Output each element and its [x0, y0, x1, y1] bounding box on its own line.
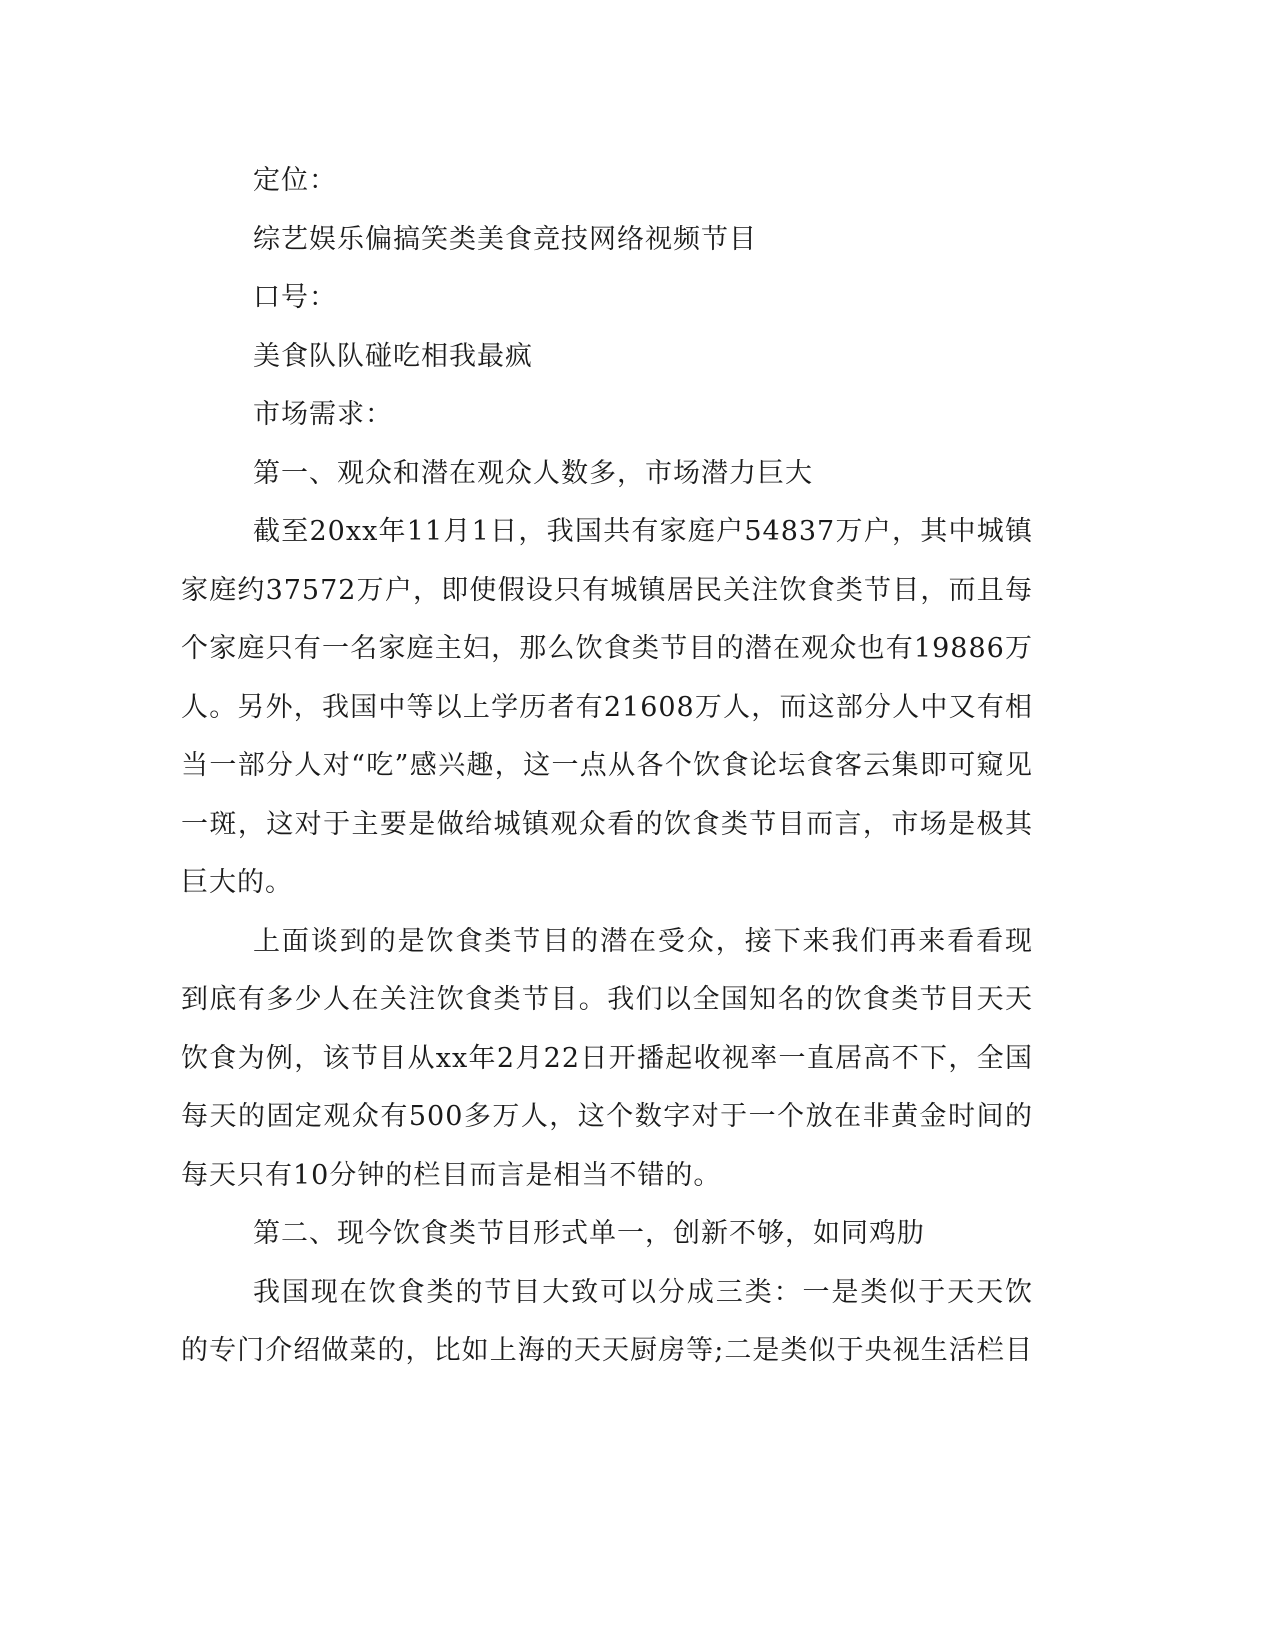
slogan-text: 美食队队碰吃相我最疯	[253, 340, 533, 372]
section-heading-first: 第一、观众和潜在观众人数多，市场潜力巨大	[253, 457, 813, 489]
document-body	[181, 152, 1033, 1381]
paragraph-line: 饮食为例，该节目从xx年2月22日开播起收视率一直居高不下，全国	[181, 1042, 1033, 1074]
paragraph-line: 巨大的。	[181, 867, 293, 898]
positioning-text: 综艺娱乐偏搞笑类美食竞技网络视频节目	[253, 223, 757, 255]
paragraph-line: 家庭约37572万户，即使假设只有城镇居民关注饮食类节目，而且每	[181, 574, 1033, 606]
paragraph-line: 个家庭只有一名家庭主妇，那么饮食类节目的潜在观众也有19886万	[181, 633, 1033, 664]
paragraph-line: 每天的固定观众有500多万人，这个数字对于一个放在非黄金时间的	[181, 1101, 1033, 1132]
paragraph-line: 上面谈到的是饮食类节目的潜在受众，接下来我们再来看看现	[253, 925, 1033, 957]
paragraph-line: 到底有多少人在关注饮食类节目。我们以全国知名的饮食类节目天天	[181, 984, 1033, 1015]
paragraph-line: 人。另外，我国中等以上学历者有21608万人，而这部分人中又有相	[181, 691, 1033, 723]
paragraph-line: 的专门介绍做菜的，比如上海的天天厨房等;二是类似于央视生活栏目	[181, 1335, 1033, 1366]
section-heading-second: 第二、现今饮食类节目形式单一，创新不够，如同鸡肋	[253, 1218, 925, 1249]
paragraph-line: 我国现在饮食类的节目大致可以分成三类：一是类似于天天饮	[253, 1276, 1033, 1308]
heading-market-demand: 市场需求：	[253, 399, 393, 430]
paragraph-line: 截至20xx年11月1日，我国共有家庭户54837万户，其中城镇	[253, 516, 1033, 547]
paragraph-line: 一斑，这对于主要是做给城镇观众看的饮食类节目而言，市场是极其	[181, 808, 1033, 840]
paragraph-line: 当一部分人对“吃”感兴趣，这一点从各个饮食论坛食客云集即可窥见	[181, 750, 1033, 781]
heading-positioning: 定位：	[253, 165, 337, 196]
paragraph-line: 每天只有10分钟的栏目而言是相当不错的。	[181, 1159, 722, 1191]
heading-slogan: 口号：	[253, 282, 337, 313]
